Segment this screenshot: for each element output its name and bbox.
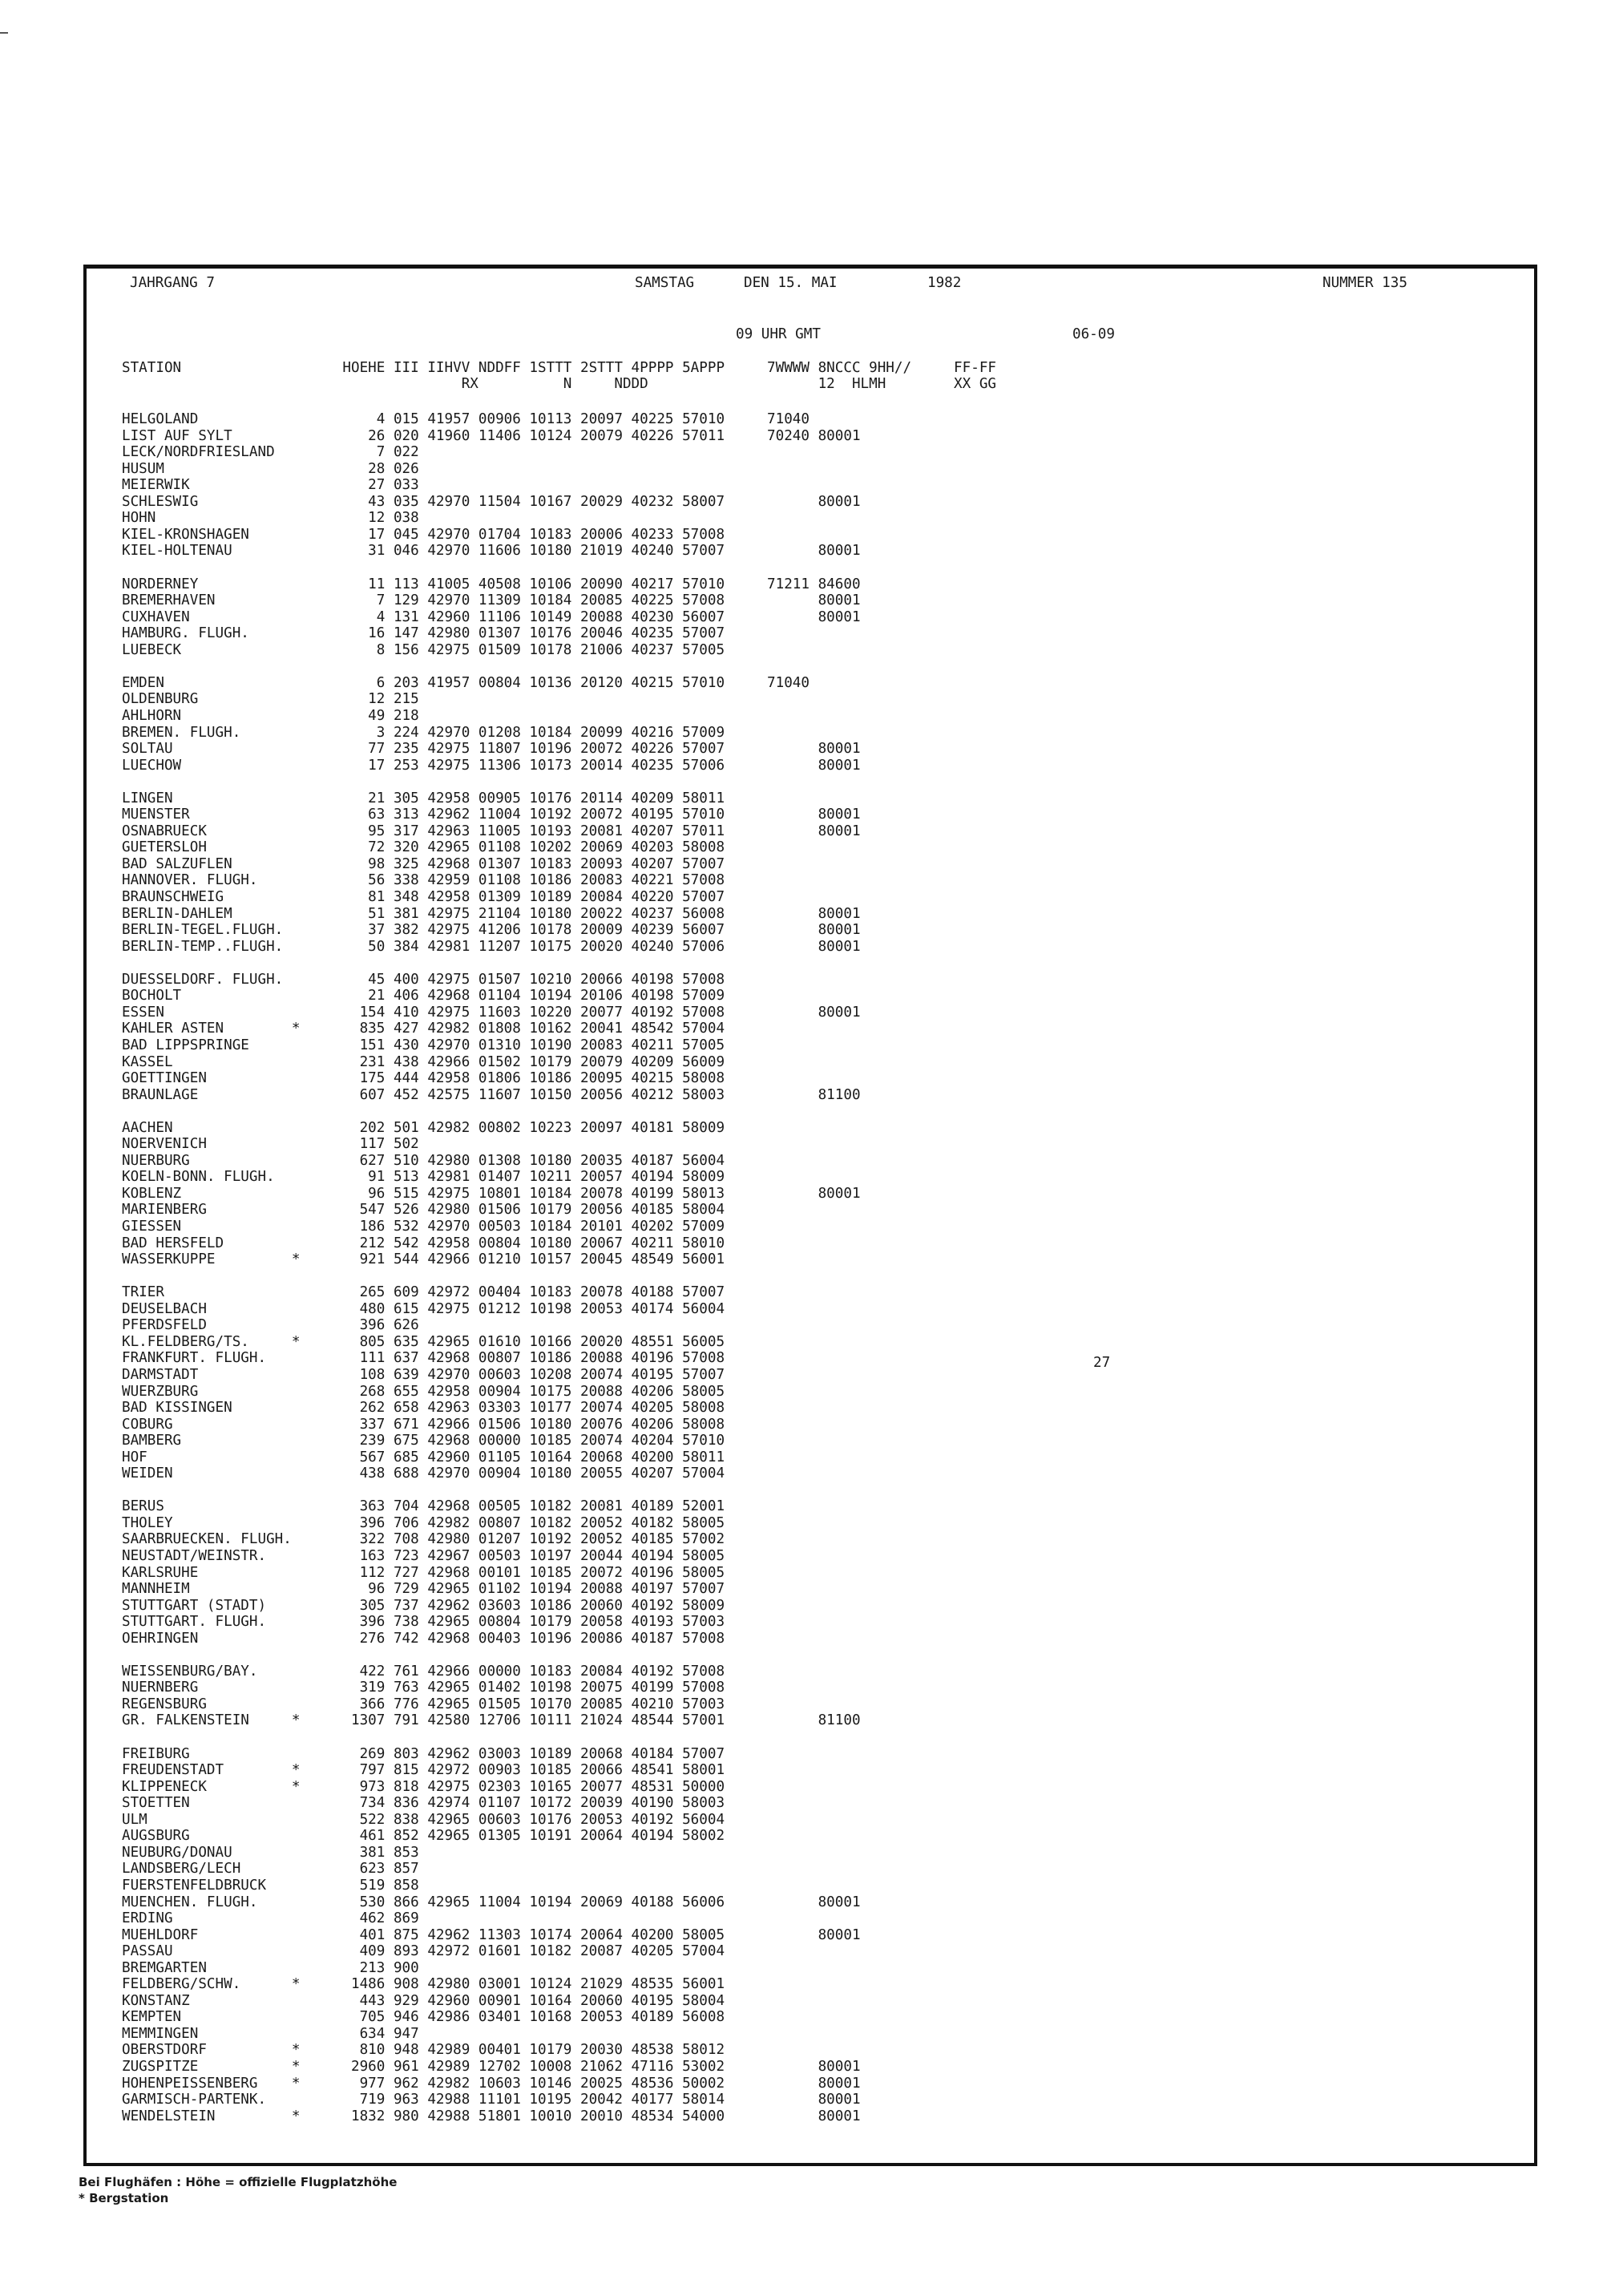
- table-row: NUERNBERG 319 763 42965 01402 10198 20075 40199 57008: [122, 1680, 725, 1696]
- table-row: GIESSEN 186 532 42970 00503 10184 20101 40202 57009: [122, 1219, 725, 1235]
- table-row: MUENCHEN. FLUGH. 530 866 42965 11004 10194 20069 40188 56006 80001: [122, 1894, 861, 1910]
- table-row: PASSAU 409 893 42972 01601 10182 20087 40205 57004: [122, 1943, 725, 1960]
- table-row: BREMGARTEN 213 900: [122, 1959, 419, 1976]
- table-row: SOLTAU 77 235 42975 11807 10196 20072 40226 57007 80001: [122, 741, 861, 757]
- table-row: DARMSTADT 108 639 42970 00603 10208 20074 40195 57007: [122, 1366, 725, 1383]
- table-row: HUSUM 28 026: [122, 460, 419, 477]
- table-row: KIEL-HOLTENAU 31 046 42970 11606 10180 21019 40240 57007 80001: [122, 543, 861, 560]
- table-row: GUETERSLOH 72 320 42965 01108 10202 20069 40203 58008: [122, 839, 725, 856]
- table-row: SAARBRUECKEN. FLUGH. 322 708 42980 01207 10192 20052 40185 57002: [122, 1531, 725, 1548]
- table-row: CUXHAVEN 4 131 42960 11106 10149 20088 40230 56007 80001: [122, 608, 861, 625]
- table-row: KOBLENZ 96 515 42975 10801 10184 20078 40199 58013 80001: [122, 1185, 861, 1202]
- table-row: BRAUNSCHWEIG 81 348 42958 01309 10189 20084 40220 57007: [122, 889, 725, 905]
- table-row: STUTTGART. FLUGH. 396 738 42965 00804 10179 20058 40193 57003: [122, 1614, 725, 1631]
- table-row: LUECHOW 17 253 42975 11306 10173 20014 40235 57006 80001: [122, 757, 861, 774]
- table-row: NUERBURG 627 510 42980 01308 10180 20035 40187 56004: [122, 1152, 725, 1169]
- table-row: FUERSTENFELDBRUCK 519 858: [122, 1877, 419, 1894]
- table-row: KLIPPENECK * 973 818 42975 02303 10165 20077 48531 50000: [122, 1778, 725, 1795]
- table-row: FELDBERG/SCHW. * 1486 908 42980 03001 10124 21029 48535 56001: [122, 1976, 725, 1993]
- table-row: HOHN 12 038: [122, 510, 419, 527]
- table-row: KASSEL 231 438 42966 01502 10179 20079 40209 56009: [122, 1053, 725, 1070]
- table-row: AACHEN 202 501 42982 00802 10223 20097 40181 58009: [122, 1119, 725, 1136]
- table-row: LIST AUF SYLT 26 020 41960 11406 10124 20079 40226 57011 70240 80001: [122, 427, 861, 444]
- table-row: BAD SALZUFLEN 98 325 42968 01307 10183 20093 40207 57007: [122, 855, 725, 872]
- table-row: BREMEN. FLUGH. 3 224 42970 01208 10184 20099 40216 57009: [122, 724, 725, 741]
- table-row: BAD LIPPSPRINGE 151 430 42970 01310 10190 20083 40211 57005: [122, 1037, 725, 1053]
- table-row: HAMBURG. FLUGH. 16 147 42980 01307 10176 20046 40235 57007: [122, 625, 725, 642]
- table-row: OEHRINGEN 276 742 42968 00403 10196 20086 40187 57008: [122, 1630, 725, 1647]
- table-row: BRAUNLAGE 607 452 42575 11607 10150 20056 40212 58003 81100: [122, 1086, 861, 1103]
- table-row: TRIER 265 609 42972 00404 10183 20078 40188 57007: [122, 1284, 725, 1301]
- table-row: BERLIN-DAHLEM 51 381 42975 21104 10180 20022 40237 56008 80001: [122, 905, 861, 922]
- table-row: GARMISCH-PARTENK. 719 963 42988 11101 10195 20042 40177 58014 80001: [122, 2092, 861, 2108]
- table-row: ZUGSPITZE * 2960 961 42989 12702 10008 21062 47116 53002 80001: [122, 2059, 861, 2075]
- table-row: COBURG 337 671 42966 01506 10180 20076 40206 58008: [122, 1416, 725, 1433]
- table-row: AUGSBURG 461 852 42965 01305 10191 20064 40194 58002: [122, 1828, 725, 1845]
- table-row: WEISSENBURG/BAY. 422 761 42966 00000 10183 20084 40192 57008: [122, 1663, 725, 1680]
- table-row: THOLEY 396 706 42982 00807 10182 20052 40182 58005: [122, 1514, 725, 1531]
- table-row: BERUS 363 704 42968 00505 10182 20081 40189 52001: [122, 1498, 725, 1515]
- table-row: KARLSRUHE 112 727 42968 00101 10185 20072 40196 58005: [122, 1564, 725, 1581]
- table-row: NEUSTADT/WEINSTR. 163 723 42967 00503 10197 20044 40194 58005: [122, 1548, 725, 1564]
- column-header-line2: RX N NDDD 12 HLMH XX GG: [122, 376, 997, 392]
- table-row: FREUDENSTADT * 797 815 42972 00903 10185 20066 48541 58001: [122, 1762, 725, 1779]
- issue-number: NUMMER 135: [1322, 275, 1407, 291]
- table-row: OSNABRUECK 95 317 42963 11005 10193 20081 40207 57011 80001: [122, 823, 861, 839]
- table-row: ESSEN 154 410 42975 11603 10220 20077 40192 57008 80001: [122, 1004, 861, 1021]
- table-row: FRANKFURT. FLUGH. 111 637 42968 00807 10186 20088 40196 57008: [122, 1350, 725, 1367]
- table-row: NORDERNEY 11 113 41005 40508 10106 20090 40217 57010 71211 84600: [122, 576, 861, 592]
- table-row: MARIENBERG 547 526 42980 01506 10179 20056 40185 58004: [122, 1202, 725, 1219]
- day-label: SAMSTAG: [635, 275, 695, 291]
- footer-note-airports: Bei Flughäfen : Höhe = offizielle Flugplatzhöhe: [79, 2175, 398, 2189]
- table-row: LANDSBERG/LECH 623 857: [122, 1861, 419, 1878]
- table-row: BREMERHAVEN 7 129 42970 11309 10184 20085 40225 57008 80001: [122, 592, 861, 608]
- table-row: WUERZBURG 268 655 42958 00904 10175 20088 40206 58005: [122, 1383, 725, 1400]
- table-row: KAHLER ASTEN * 835 427 42982 01808 10162 20041 48542 57004: [122, 1021, 725, 1037]
- table-row: LINGEN 21 305 42958 00905 10176 20114 40209 58011: [122, 790, 725, 806]
- table-row: GR. FALKENSTEIN * 1307 791 42580 12706 10111 21024 48544 57001 81100: [122, 1712, 861, 1729]
- margin-mark: [0, 32, 8, 34]
- table-row: ERDING 462 869: [122, 1910, 419, 1927]
- table-row: BAMBERG 239 675 42968 00000 10185 20074 40204 57010: [122, 1433, 725, 1449]
- period-label: 06-09: [1072, 326, 1115, 342]
- table-row: BOCHOLT 21 406 42968 01104 10194 20106 40198 57009: [122, 988, 725, 1004]
- table-row: MUEHLDORF 401 875 42962 11303 10174 20064 40200 58005 80001: [122, 1926, 861, 1943]
- column-header-line1: STATION HOEHE III IIHVV NDDFF 1STTT 2STTT 4PPPP 5APPP 7WWWW 8NCCC 9HH// FF-FF: [122, 360, 997, 376]
- side-note: 27: [1093, 1355, 1111, 1371]
- table-row: EMDEN 6 203 41957 00804 10136 20120 40215 57010 71040: [122, 674, 810, 691]
- table-row: LUEBECK 8 156 42975 01509 10178 21006 40237 57005: [122, 641, 725, 658]
- jahrgang-label: JAHRGANG 7: [130, 275, 215, 291]
- table-row: REGENSBURG 366 776 42965 01505 10170 20085 40210 57003: [122, 1696, 725, 1712]
- table-row: LECK/NORDFRIESLAND 7 022: [122, 444, 419, 461]
- footer-note-mountain: * Bergstation: [79, 2191, 169, 2205]
- table-row: NOERVENICH 117 502: [122, 1136, 419, 1153]
- table-row: DEUSELBACH 480 615 42975 01212 10198 20053 40174 56004: [122, 1300, 725, 1317]
- observation-time: 09 UHR GMT: [736, 326, 821, 342]
- table-row: KEMPTEN 705 946 42986 03401 10168 20053 40189 56008: [122, 2009, 725, 2026]
- table-row: HOHENPEISSENBERG * 977 962 42982 10603 10146 20025 48536 50002 80001: [122, 2075, 861, 2092]
- table-row: GOETTINGEN 175 444 42958 01806 10186 20095 40215 58008: [122, 1070, 725, 1086]
- table-row: MEMMINGEN 634 947: [122, 2025, 419, 2042]
- table-row: BAD KISSINGEN 262 658 42963 03303 10177 20074 40205 58008: [122, 1400, 725, 1416]
- table-row: BERLIN-TEGEL.FLUGH. 37 382 42975 41206 10178 20009 40239 56007 80001: [122, 922, 861, 939]
- table-row: KL.FELDBERG/TS. * 805 635 42965 01610 10166 20020 48551 56005: [122, 1333, 725, 1350]
- table-row: OLDENBURG 12 215: [122, 691, 419, 708]
- table-row: KONSTANZ 443 929 42960 00901 10164 20060 40195 58004: [122, 1992, 725, 2009]
- date-label: DEN 15. MAI: [744, 275, 838, 291]
- table-row: KIEL-KRONSHAGEN 17 045 42970 01704 10183 20006 40233 57008: [122, 526, 725, 543]
- table-row: SCHLESWIG 43 035 42970 11504 10167 20029 40232 58007 80001: [122, 493, 861, 510]
- table-row: BAD HERSFELD 212 542 42958 00804 10180 20067 40211 58010: [122, 1235, 725, 1251]
- table-row: FREIBURG 269 803 42962 03003 10189 20068 40184 57007: [122, 1745, 725, 1762]
- table-row: STOETTEN 734 836 42974 01107 10172 20039 40190 58003: [122, 1795, 725, 1812]
- table-row: DUESSELDORF. FLUGH. 45 400 42975 01507 10210 20066 40198 57008: [122, 971, 725, 988]
- table-row: BERLIN-TEMP..FLUGH. 50 384 42981 11207 10175 20020 40240 57006 80001: [122, 938, 861, 955]
- table-row: NEUBURG/DONAU 381 853: [122, 1844, 419, 1861]
- table-row: OBERSTDORF * 810 948 42989 00401 10179 20030 48538 58012: [122, 2042, 725, 2059]
- table-row: HANNOVER. FLUGH. 56 338 42959 01108 10186 20083 40221 57008: [122, 872, 725, 889]
- table-row: HELGOLAND 4 015 41957 00906 10113 20097 40225 57010 71040: [122, 411, 810, 427]
- table-row: WENDELSTEIN * 1832 980 42988 51801 10010 20010 48534 54000 80001: [122, 2108, 861, 2124]
- year-label: 1982: [927, 275, 962, 291]
- table-row: KOELN-BONN. FLUGH. 91 513 42981 01407 10211 20057 40194 58009: [122, 1169, 725, 1186]
- table-row: WEIDEN 438 688 42970 00904 10180 20055 40207 57004: [122, 1465, 725, 1482]
- table-row: HOF 567 685 42960 01105 10164 20068 40200 58011: [122, 1449, 725, 1465]
- table-row: MUENSTER 63 313 42962 11004 10192 20072 40195 57010 80001: [122, 806, 861, 823]
- table-row: MEIERWIK 27 033: [122, 477, 419, 494]
- table-row: MANNHEIM 96 729 42965 01102 10194 20088 40197 57007: [122, 1581, 725, 1597]
- table-row: ULM 522 838 42965 00603 10176 20053 40192 56004: [122, 1811, 725, 1828]
- table-row: AHLHORN 49 218: [122, 707, 419, 724]
- table-row: STUTTGART (STADT) 305 737 42962 03603 10186 20060 40192 58009: [122, 1597, 725, 1614]
- table-row: PFERDSFELD 396 626: [122, 1317, 419, 1334]
- table-row: WASSERKUPPE * 921 544 42966 01210 10157 20045 48549 56001: [122, 1251, 725, 1267]
